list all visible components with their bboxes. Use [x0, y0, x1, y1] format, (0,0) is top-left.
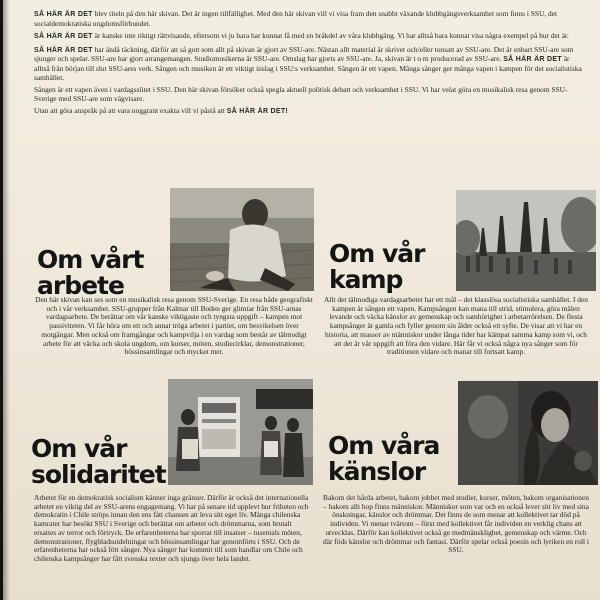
intro-paragraph-2-text: är kanske inte riktigt rättvisande, eftersom vi ju bara har kunnat få med en bråkdel av våra klubbgäng. Vi har alltså bara kunnat visa några exempel på hur det är. — [92, 31, 569, 41]
heading-solidaritet-line-1: Om vår — [31, 434, 127, 463]
photo-solidarity-exhibition — [168, 379, 313, 485]
intro-paragraph-5 — [34, 107, 586, 117]
photo-worker-kneeling — [170, 188, 314, 291]
album-title-mention: SÅ HÄR ÄR DET — [34, 33, 93, 41]
intro-text — [34, 10, 586, 121]
album-title-mention: SÅ HÄR ÄR DET — [34, 11, 93, 18]
heading-kamp — [329, 241, 425, 293]
album-sleeve — [3, 0, 600, 600]
heading-kamp-line-1: Om vår — [329, 239, 425, 268]
intro-paragraph-1 — [34, 10, 586, 28]
intro-paragraph-3 — [34, 46, 586, 82]
album-title-mention: SÅ HÄR ÄR DET — [34, 46, 93, 54]
album-title-mention: SÅ HÄR ÄR DET! — [226, 108, 289, 116]
heading-kanslor-line-2: känslor — [328, 457, 426, 486]
heading-kanslor — [328, 433, 439, 485]
album-title-mention: SÅ HÄR ÄR DET — [503, 56, 562, 64]
intro-paragraph-3-text: har ändå täckning, därför att så gott som allt på skivan är gjort av SSU-are. Nästan allt material är skrivet och/eller tonsatt av SSU-are. Det är enbart SSU-are som sjunger och spelar. SSU-are har gjort arrangemangen. Studiomusikerna är SSU-are. Omslag har gjorts av SSU-are. Ja, skivan är t o m producerad av SSU-are. — [34, 44, 574, 64]
photo-portrait-woman — [458, 381, 598, 485]
heading-solidaritet — [31, 436, 166, 488]
body-arbete: Den här skivan kan ses som en musikalisk resa genom SSU-Sverige. En resa både geografiskt och i vår verksamhet. SSU-grupper från Kalmar till Boden ger glimtar från SSU-arnas vardagsarbete. De berättar om vår kanske viktigaste och tyngsta uppgift – kampen mot passiviteten. Vi får höra om ett och annat tröga arbetet i partiet, om besvikelsen över motgångar. Men också om framgångar och kampvilja i en vardag som består av tälmodigt arbete för att väcka och skola ungdom, om kurser, möten, studiecirklar, demonstrationer, bössinsamlingar och mycket mer. — [35, 295, 313, 357]
intro-paragraph-3-text-end: är alltså från början till slut SSU-ares verk. Sången och musiken är ett viktigt inslag i SSU:s verksamhet. Sången är ett vapen. Många sånger ger många vapen i kampen för det socialistiska samhället. — [34, 54, 582, 82]
heading-arbete-line-1: Om vårt — [37, 245, 144, 274]
body-kanslor: Bakom det hårda arbetet, bakom jobbet med studier, kurser, möten, bakom organisationen – bakom allt hop finns människor. Människor som var och en också lever sitt liv med sina önskningar, känslor och drömmar. Det finns de som menar att kollektivet tar död på individen. Vi menar tvärtom – först med kollektivet får individen en verklig chans att utvecklas. Därför kan kollektivet också ge medmänsklighet, gemenskap och värme. Och där föds känslor och drömmar och fantasi. Därför spelar också poesin och lyriken en roll i SSU. — [323, 493, 589, 555]
heading-arbete-line-2: arbete — [37, 271, 124, 300]
heading-kanslor-line-1: Om våra — [328, 431, 440, 460]
body-solidaritet: Arbetet för en demokratisk socialism känner inga gränser. Därför är också det internationella arbetet en viktig del av SSU-arens engagemang. Vi har på senare tid upplevt hur friheten och demokratin i Chile ströps innan den ens fått chansen att leva sitt eget liv. Många chilenska kamrater har besökt SSU i Sverige och berättat om arbetet och drömmarna, som brutalt ersattes av terror och förtryck. De erfarenheterna har sporrat till insatser – tusentals möten, demonstrationer, flygbladsutdelningar och bössinsamlingar har genomförts i SSU. Och de erfarenheterna har också fött sånger. Nya sånger har kommit till som handlar om Chile och chilenska kampsånger har fått svenska texter och sjungs över hela landet. — [34, 493, 309, 563]
heading-solidaritet-line-2: solidaritet — [31, 460, 166, 489]
photo-demonstration-flags — [456, 190, 596, 291]
sleeve-edge-shadow — [3, 0, 10, 600]
body-kamp: Allt det tälmodiga vardagsarbetet har ett mål – det klasslösa socialistiska samhället. I den kampen är sången ett vapen. Kampsången kan mana till strid, stimulera, göra mälen levande och väcka känslor av gemenskap och samhörighet i arbetarrörelsen. De flesta kampsånger är gamla och fyller genom sin ålder också ett syfte. De visar att vi har en historia, att massor av människor under långa tider har kämpat samma kamp som vi, och att det är vår uppgift att föra den vidare. Här får vi också några nya sånger som för traditionen vidare och manar till fortsatt kamp. — [324, 295, 588, 357]
intro-paragraph-2 — [34, 32, 586, 42]
heading-kamp-line-2: kamp — [329, 265, 403, 294]
intro-paragraph-4: Sången är ett vapen även i vardagsslitet i SSU. Den här skivan försöker också spegla aktuell politisk debatt och verksamhet i SSU. Vi har velat göra en musikalisk resa genom SSU-Sverige med SSU-are som vägvisare. — [34, 85, 568, 103]
intro-paragraph-1-text: blev titeln på den här skivan. Det är ingen tillfällighet. Med den här skivan vill vi visa fram den snabbt växande klubbgängsverksamhet som finns i SSU, det socialdemokratiska ungdomsförbundet. — [34, 9, 558, 28]
intro-paragraph-5-text: Utan att göra anspråk på att vara noggrant exakta vill vi påstå att — [34, 106, 227, 116]
heading-arbete — [37, 247, 143, 299]
